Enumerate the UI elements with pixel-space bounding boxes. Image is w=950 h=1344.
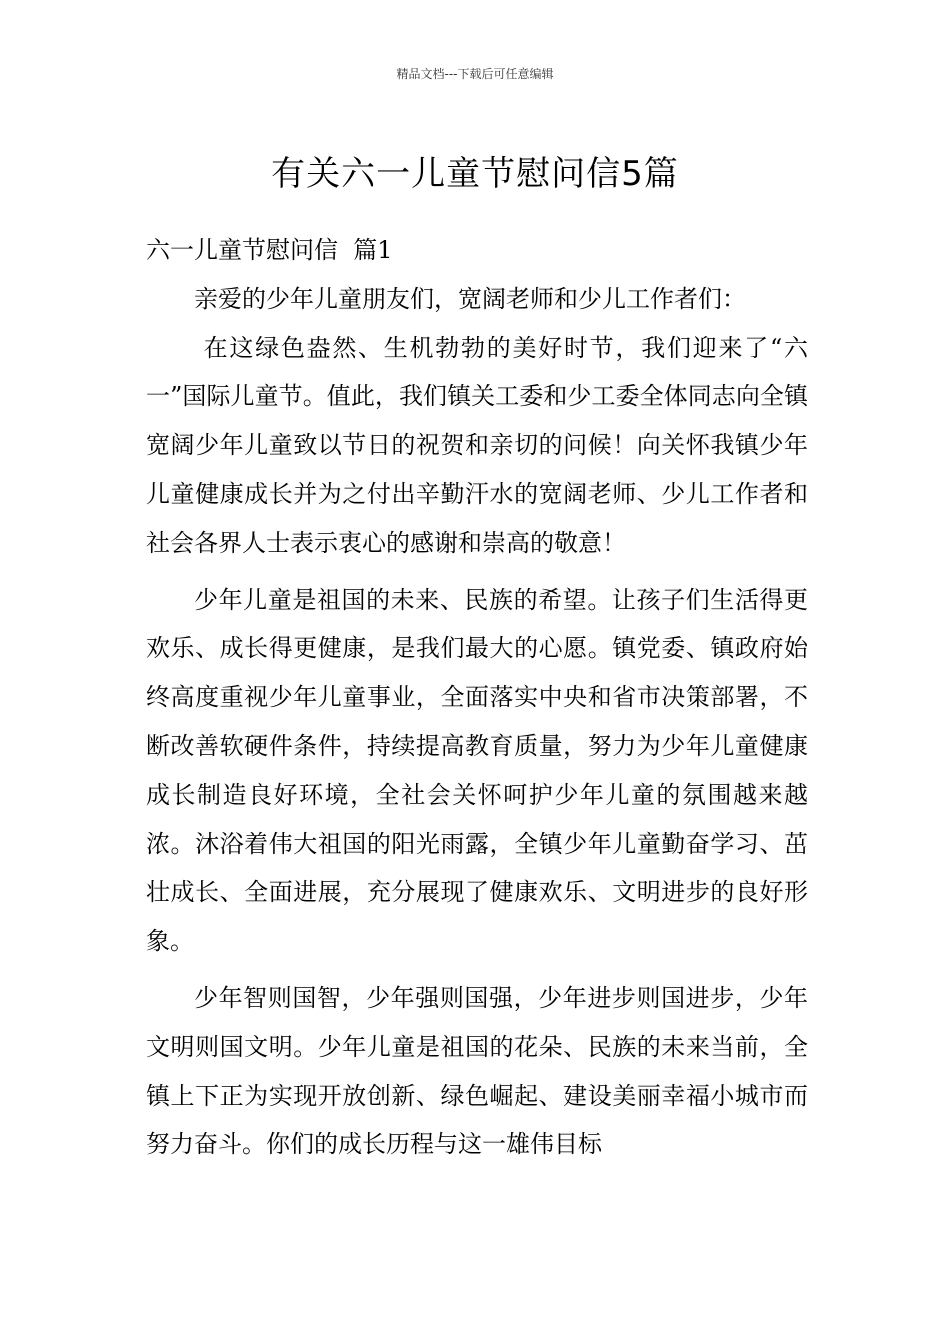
paragraph-1: 在这绿色盎然、生机勃勃的美好时节，我们迎来了“六一”国际儿童节。值此，我们镇关工委和少工委全体同志向全镇宽阔少年儿童致以节日的祝贺和亲切的问候！向关怀我镇少年儿童健康成长并为之付出辛勤汗水的宽阔老师、少儿工作者和社会各界人士表示衷心的感谢和崇高的敬意！ <box>146 333 808 557</box>
section-heading: 六一儿童节慰问信 篇1 <box>146 236 393 264</box>
header-note: 精品文档---下载后可任意编辑 <box>396 67 554 81</box>
document-title: 有关六一儿童节慰问信5篇 <box>271 153 679 194</box>
document-body <box>146 226 808 1169</box>
salutation: 亲爱的少年儿童朋友们，宽阔老师和少儿工作者们： <box>194 284 746 313</box>
paragraph-3: 少年智则国智，少年强则国强，少年进步则国进步，少年文明则国文明。少年儿童是祖国的花朵、民族的未来当前，全镇上下正为实现开放创新、绿色崛起、建设美丽幸福小城市而努力奋斗。你们的成长历程与这一雄伟目标 <box>146 983 808 1159</box>
paragraph-2: 少年儿童是祖国的未来、民族的希望。让孩子们生活得更欢乐、成长得更健康，是我们最大的心愿。镇党委、镇政府始终高度重视少年儿童事业，全面落实中央和省市决策部署，不断改善软硬件条件，持续提高教育质量，努力为少年儿童健康成长制造良好环境，全社会关怀呵护少年儿童的氛围越来越浓。沐浴着伟大祖国的阳光雨露，全镇少年儿童勤奋学习、茁壮成长、全面进展，充分展现了健康欢乐、文明进步的良好形象。 <box>146 585 808 956</box>
